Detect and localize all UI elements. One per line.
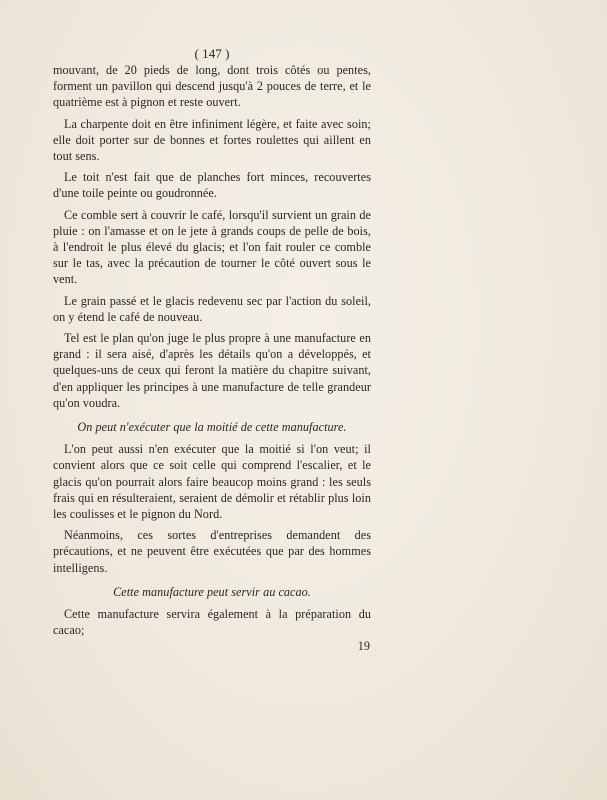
- text-column: [53, 45, 371, 653]
- paragraph-roof-structure: mouvant, de 20 pieds de long, dont trois côtés ou pentes, forment un pavillon qui descend jusqu'à 2 pouces de terre, et le quatrième est à pignon et reste ouvert.: [53, 63, 371, 110]
- page-number: ( 147 ): [194, 46, 230, 61]
- paragraph-roof: Le toit n'est fait que de planches fort minces, recouvertes d'une toile peinte ou goudronnée.: [53, 170, 371, 201]
- paragraph-plan: Tel est le plan qu'on juge le plus propre à une manufacture en grand : il sera aisé, d'après les détails qu'on a développés, et quelques-uns de ceux qui feront la matière du chapitre suivant, d'en appliquer les principes à une manufacture de telle grandeur qu'on voudra.: [53, 331, 371, 410]
- signature-mark: 19: [357, 638, 370, 653]
- section-title-half: On peut n'exécuter que la moitié de cette manufacture.: [77, 420, 347, 435]
- paragraph-half-build: L'on peut aussi n'en exécuter que la moitié si l'on veut; il convient alors que ce soit celle qui comprend l'escalier, et le glacis qu'on pourrait alors faire beaucop moins grand : les seuls frais qui en résulteraient, seraient de démolir et rétablir plus loin les coulisses et le pignon du Nord.: [53, 442, 371, 522]
- section-title-cacao: Cette manufacture peut servir au cacao.: [113, 584, 311, 599]
- paragraph-cacao: Cette manufacture servira également à la préparation du cacao;: [53, 607, 371, 638]
- paragraph-framework: La charpente doit en être infiniment légère, et faite avec soin; elle doit porter sur de bonnes et fortes roulettes qui aillent en tout sens.: [53, 116, 371, 164]
- paragraph-rain-cover: Ce comble sert à couvrir le café, lorsqu'il survient un grain de pluie : on l'amasse et on le jete à grands coups de pelle de bois, à l'endroit le plus élevé du glacis; et l'on fait rouler ce comble sur le tas, avec la précaution de tourner le côté ouvert sous le vent.: [53, 207, 371, 287]
- paragraph-after-rain: Le grain passé et le glacis redevenu sec par l'action du soleil, on y étend le café de nouveau.: [53, 293, 371, 324]
- paragraph-precautions: Néanmoins, ces sortes d'entreprises demandent des précautions, et ne peuvent être exécutées que par des hommes intelligens.: [53, 528, 371, 575]
